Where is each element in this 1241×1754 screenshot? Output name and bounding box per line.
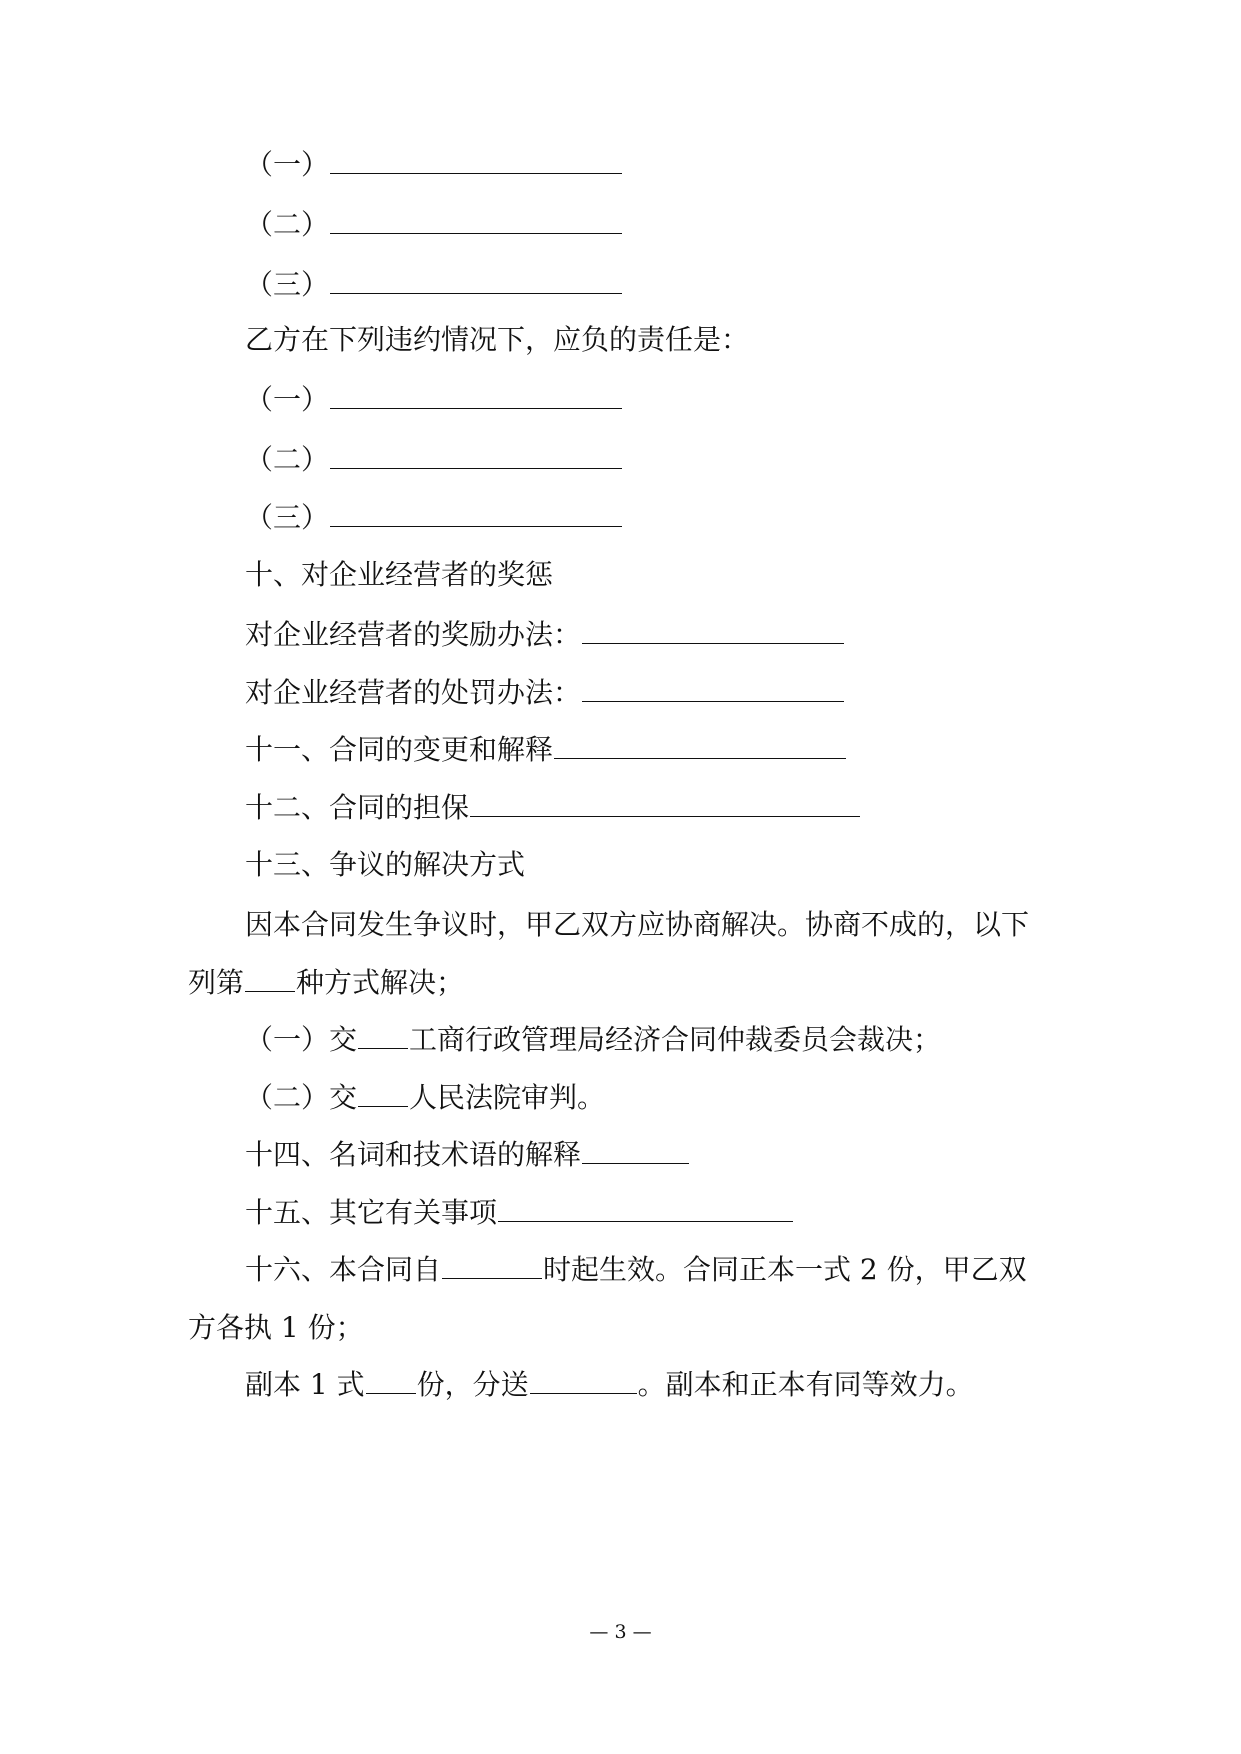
- fill-in-blank[interactable]: [330, 500, 622, 527]
- text-line: [245, 205, 623, 245]
- fill-in-blank[interactable]: [330, 442, 622, 469]
- line-text: 十四、名词和技术语的解释: [245, 1138, 582, 1171]
- text-line: [245, 440, 623, 480]
- fill-in-blank[interactable]: [358, 1080, 408, 1107]
- text-line: [245, 1135, 690, 1175]
- line-text: 工商行政管理局经济合同仲裁委员会裁决；: [409, 1023, 942, 1056]
- line-text: 列第: [188, 966, 245, 999]
- fill-in-blank[interactable]: [582, 617, 844, 644]
- line-text: （一）交: [245, 1023, 358, 1056]
- fill-in-blank[interactable]: [330, 267, 622, 294]
- text-line: [245, 1365, 974, 1405]
- line-text: 种方式解决；: [296, 966, 465, 999]
- line-text: （二）交: [245, 1081, 358, 1114]
- line-text: （二）: [245, 443, 330, 476]
- fill-in-blank[interactable]: [498, 1195, 793, 1222]
- text-line: [245, 498, 623, 538]
- text-line: [245, 320, 749, 360]
- fill-in-blank[interactable]: [442, 1252, 542, 1279]
- text-line: [245, 730, 847, 770]
- fill-in-blank[interactable]: [330, 147, 622, 174]
- text-line: [245, 145, 623, 185]
- text-line: [245, 1020, 941, 1060]
- line-text: 十一、合同的变更和解释: [245, 733, 554, 766]
- text-line: [245, 615, 845, 655]
- line-text: 十二、合同的担保: [245, 791, 470, 824]
- text-line: [245, 555, 553, 595]
- line-text: 乙方在下列违约情况下，应负的责任是：: [245, 323, 750, 356]
- fill-in-blank[interactable]: [582, 675, 844, 702]
- fill-in-blank[interactable]: [554, 732, 846, 759]
- fill-in-blank[interactable]: [330, 382, 622, 409]
- line-text: 时起生效。合同正本一式 2 份，甲乙双: [543, 1253, 1027, 1286]
- fill-in-blank[interactable]: [358, 1022, 408, 1049]
- fill-in-blank[interactable]: [582, 1137, 689, 1164]
- line-text: 十三、争议的解决方式: [245, 848, 526, 881]
- line-text: 。副本和正本有同等效力。: [637, 1368, 974, 1401]
- text-line: [245, 265, 623, 305]
- line-text: （三）: [245, 501, 330, 534]
- text-line: [245, 1193, 794, 1233]
- line-text: 副本 1 式: [245, 1368, 365, 1401]
- line-text: 十、对企业经营者的奖惩: [245, 558, 554, 591]
- line-text: （一）: [245, 383, 330, 416]
- text-line: [245, 905, 1029, 945]
- text-line: [245, 788, 861, 828]
- line-text: 对企业经营者的奖励办法：: [245, 618, 582, 651]
- page-number: — 3 —: [589, 1621, 652, 1643]
- line-text: （二）: [245, 208, 330, 241]
- line-text: （三）: [245, 268, 330, 301]
- fill-in-blank[interactable]: [470, 790, 860, 817]
- fill-in-blank[interactable]: [330, 207, 622, 234]
- line-text: 对企业经营者的处罚办法：: [245, 676, 582, 709]
- text-line: [245, 380, 623, 420]
- fill-in-blank[interactable]: [366, 1367, 416, 1394]
- text-line: [245, 1250, 1027, 1290]
- line-text: 份，分送: [416, 1368, 529, 1401]
- text-line: [245, 845, 525, 885]
- line-text: 方各执 1 份；: [188, 1311, 364, 1344]
- line-text: 十六、本合同自: [245, 1253, 442, 1286]
- fill-in-blank[interactable]: [530, 1367, 637, 1394]
- line-text: （一）: [245, 148, 330, 181]
- fill-in-blank[interactable]: [245, 965, 295, 992]
- text-line: [188, 1308, 364, 1348]
- line-text: 十五、其它有关事项: [245, 1196, 498, 1229]
- line-text: 人民法院审判。: [409, 1081, 606, 1114]
- text-line: [245, 1078, 605, 1118]
- text-line: [188, 963, 464, 1003]
- line-text: 因本合同发生争议时，甲乙双方应协商解决。协商不成的，以下: [245, 908, 1030, 941]
- text-line: [245, 673, 845, 713]
